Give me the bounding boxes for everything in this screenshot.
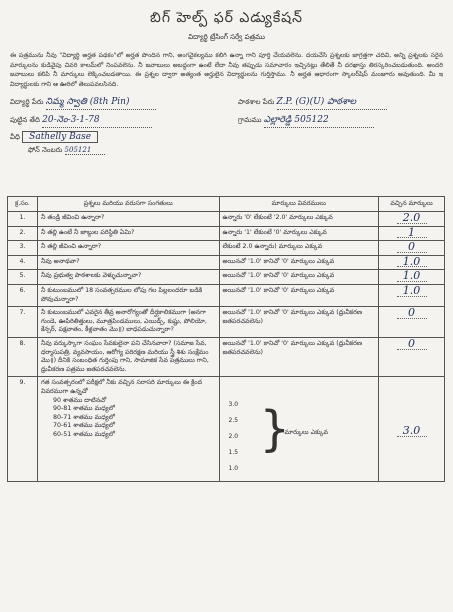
intro-paragraph: ఈ పత్రమును నీవు "విద్యార్థి అర్హత పథకం"లో అర్హత పొందిన గాని, అంగవైకల్యము కలిగి ఉన్నా గాని పూర్తి చేయవలెను. దయచేసి ప్రశ్నలకు జాగ్రత్తగా చదివి, అన్ని ప్రశ్నలకు సరైన మార్కులను కుడివైపు చివరి కాలమ్‌లో నింపవలెను. నీ జవాబులు అబద్ధంగా ఉంటే లేదా నీవు తప్పుడు సమాచారం ఇచ్చినట్లు తేలితే నీ దరఖాస్తు తిరస్కరించబడుతుంది. అందరి జవాబులు కలిపి నీ మార్కులు లెక్కించబడతాయి. ఈ ప్రశ్నల ద్వారా అత్యంత అర్హులైన విద్యార్థులను గుర్తిస్తాము. నీ అర్హత ఆధారంగా స్కాలర్‌షిప్ మంజూరు అవుతుంది. మీ ఇ విద్యార్థులకు గాని ఆ ఊరిలో తెలుపవలసినది. <box>10 52 443 88</box>
row-number: 5. <box>8 270 38 285</box>
table-header-row <box>8 197 445 212</box>
row-number: 2. <box>8 226 38 241</box>
score-band: 60-51 శాతము మధ్యలో <box>52 430 115 438</box>
score-scale-caption: మార్కులు ఎక్కువ <box>284 429 328 437</box>
dob-row <box>10 115 152 128</box>
village-label: గ్రామము <box>238 116 262 125</box>
row-number: 9. <box>8 377 38 482</box>
score-band: 80-71 శాతము మధ్యలో <box>52 413 115 421</box>
row-criteria: లేకుంటే 2.0 ఉన్నారు) మార్కులు ఎక్కువ <box>219 241 379 256</box>
header-marks: వచ్చిన మార్కులు <box>379 197 445 212</box>
brace-icon: } <box>259 401 291 458</box>
row-question: నీ తల్లి ఉంటే నీ జాబ్దుల పరిస్థితి ఏమి? <box>37 226 219 241</box>
score-band: 70-61 శాతము మధ్యలో <box>52 422 115 430</box>
row-question: నీ కుటుంబములో ఎవరైన తీవ్ర అనారోగ్యంతో దీర్ఘకాలికముగా (అనగా గుండె, ఊపిరితిత్తులు, మూత్రపిండములు, ఎయిడ్స్, కుష్టు, పోలియో, కేన్సర్, పక్షవాతం, కీళ్లవాతం మొ॥) బాధపడుచున్నారా? <box>37 307 219 338</box>
student-details <box>10 95 443 157</box>
row-criteria: అయినచో '1.0' కానిచో '0' మార్కులు ఎక్కువ <box>219 270 379 285</box>
phone-label: ఫోన్ నెంబరు <box>28 146 63 155</box>
row-marks[interactable] <box>379 270 445 285</box>
score-value: 1.5 <box>228 449 239 457</box>
row-number: 1. <box>8 212 38 227</box>
marks-value: 0 <box>397 309 427 319</box>
row-number: 8. <box>8 337 38 376</box>
header-question: ప్రశ్నలు మరియు వరుసగా సంగతులు <box>37 197 219 212</box>
row-marks[interactable] <box>379 212 445 227</box>
table-row <box>8 212 445 227</box>
table-row <box>8 337 445 376</box>
row-criteria: ఉన్నారు '0' లేకుంటే '2.0' మార్కులు ఎక్కువ <box>219 212 379 227</box>
row-criteria: అయినచో '1.0' కానిచో '0' మార్కులు ఎక్కువ <box>219 284 379 306</box>
score-value: 3.0 <box>228 401 239 409</box>
school-value[interactable]: Z.P. (G)(U) పాఠశాల <box>277 97 387 110</box>
row-number: 7. <box>8 307 38 338</box>
marks-value: 2.0 <box>397 214 427 224</box>
row-marks[interactable] <box>379 307 445 338</box>
header-serial: క్ర.సం. <box>8 197 38 212</box>
marks-value: 3.0 <box>397 427 427 437</box>
phone-row <box>28 146 105 156</box>
row-marks[interactable] <box>379 226 445 241</box>
score-band: 90-81 శాతము మధ్యలో <box>52 405 115 413</box>
row-question <box>37 377 219 482</box>
row-marks[interactable] <box>379 241 445 256</box>
score-band: 90 శాతము దాటినచో <box>52 396 107 404</box>
village-row <box>238 115 374 128</box>
marks-value: 0 <box>397 340 427 350</box>
header-criteria: మార్కులు వివరములు <box>219 197 379 212</box>
marks-value: 1.0 <box>397 258 427 268</box>
row-criteria <box>219 377 379 482</box>
row-question: నీ తల్లి జీవించి ఉన్నారా? <box>37 241 219 256</box>
row-question: నీ తండ్రి జీవించి ఉన్నారా? <box>37 212 219 227</box>
row-marks[interactable] <box>379 377 445 482</box>
row-question: నీ కుటుంబములో 18 సంవత్సరముల లోపు గల పిల్లలందరూ బడికి పోవుచున్నారా? <box>37 284 219 306</box>
score-band-list <box>41 397 216 440</box>
row-marks[interactable] <box>379 284 445 306</box>
row-marks[interactable] <box>379 337 445 376</box>
row-criteria: అయినచో '1.0' కానిచో '0' మార్కులు ఎక్కువ (ధ్రువీకరణ జతపరచవలెను) <box>219 307 379 338</box>
student-name-row <box>10 97 156 110</box>
row-question: నీవు వర్కుస్కాగా సంఘం సేవకులైనా పని చేసినవారా? (సమాజ సేవ, ధర్మాసుపత్రి, వ్యవసాయం, ఆరోగ్య పరిరక్షణ మరియు స్త్రీ శిశు సంక్షేమం మొ॥) దీనికి సంబంధిత గుర్తింపు గాని, సామాజిక సేవ పత్రములు గాని, ధ్రువీకరణ పత్రము జతపరచవలెను. <box>37 337 219 376</box>
score-value: 2.0 <box>228 433 239 441</box>
phone-value[interactable]: 505121 <box>65 146 105 155</box>
address-row <box>10 131 98 143</box>
row-criteria: అయినచో '1.0' కానిచో '0' మార్కులు ఎక్కువ <box>219 255 379 270</box>
marks-value: 1.0 <box>397 287 427 297</box>
student-name-value[interactable]: నిమ్మ స్వాతి (8th Pin) <box>46 97 156 110</box>
table-row <box>8 226 445 241</box>
dob-label: పుట్టిన తేది <box>10 116 40 125</box>
marks-value: 1.0 <box>397 272 427 282</box>
table-row <box>8 270 445 285</box>
row-question-text: గత సంవత్సరంలో పరీక్షలో నీకు వచ్చిన సరాసరి మార్కులు ఈ క్రింద వివరముగా ఉన్నచో <box>40 379 203 395</box>
form-title: బిగ్ హెల్ప్ ఫర్ ఎడ్యుకేషన్ <box>150 10 303 26</box>
questionnaire-table <box>7 196 445 482</box>
form-subtitle: విద్యార్థి ట్రేసింగ్ సర్వే పత్రము <box>188 33 265 41</box>
table-row <box>8 377 445 482</box>
table-row <box>8 284 445 306</box>
row-question: నీవు ప్రభుత్వ పాఠశాలకు వెళ్ళుచున్నావా? <box>37 270 219 285</box>
student-name-label: విద్యార్థి పేరు <box>10 98 44 107</box>
row-criteria: ఉన్నారు '1' లేకుంటే '0' మార్కులు ఎక్కువ <box>219 226 379 241</box>
score-scale <box>223 379 376 479</box>
row-marks[interactable] <box>379 255 445 270</box>
row-criteria: అయినచో '1.0' కానిచో '0' మార్కులు ఎక్కువ (ధ్రువీకరణ జతపరచవలెను) <box>219 337 379 376</box>
address-label: వీధి <box>10 133 20 142</box>
village-value[interactable]: ఎల్లారెడ్డి 505122 <box>264 115 374 128</box>
row-number: 6. <box>8 284 38 306</box>
score-value: 1.0 <box>228 465 239 473</box>
table-row <box>8 241 445 256</box>
dob-value[interactable]: 20-నెం-3-1-78 <box>42 115 152 128</box>
school-label: పాఠశాల పేరు <box>238 98 275 107</box>
marks-value: 1 <box>397 229 427 239</box>
row-question: నీవు అనాథవా? <box>37 255 219 270</box>
table-row <box>8 255 445 270</box>
row-number: 3. <box>8 241 38 256</box>
table-row <box>8 307 445 338</box>
address-value[interactable]: Sathelly Base <box>22 131 98 143</box>
school-row <box>238 97 387 110</box>
marks-value: 0 <box>397 243 427 253</box>
row-number: 4. <box>8 255 38 270</box>
score-value: 2.5 <box>228 417 239 425</box>
